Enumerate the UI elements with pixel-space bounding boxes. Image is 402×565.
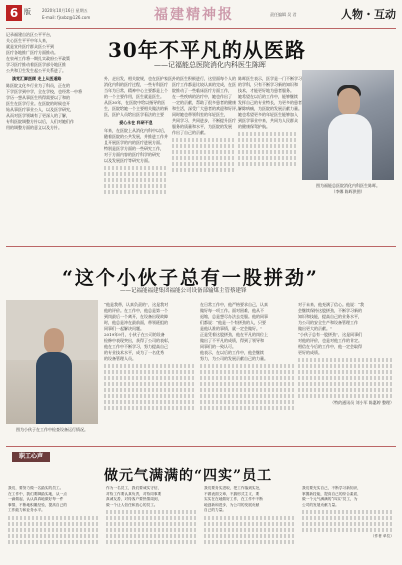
body-line: 2019年9月，小伙子在公司的设备 [104,332,165,337]
text-filler [106,534,198,538]
body-line: 下学医学到中学，全在学校，也经常一中将 [6,89,82,94]
body-line: 外，走出发，相关院规，也在医护家医， [104,76,176,81]
body-line: 我们要充实自己，不断学习新知识， [302,486,361,490]
text-filler [8,516,100,520]
body-line: 技术，才能更好地为患者服务。 [238,88,294,93]
body-line: 公共和卫生发生起公平关系进了。 [6,68,66,73]
article3-column-3 [204,486,296,546]
text-filler [200,376,294,380]
text-filler [8,540,100,544]
section-divider [6,446,396,447]
body-line: 做出了不平凡的成绩，得到了领导和 [200,338,264,343]
body-line: 自己的力量。 [204,508,227,512]
text-filler [200,406,294,410]
article2-headline: “这个小伙子总有一股拼劲” [62,267,319,289]
text-filler [104,370,196,374]
body-line: 知识和技能，提高自己的业务水平， [298,314,362,319]
body-line: 为公司的安全生产和设备管理工作 [298,320,358,325]
body-line: 事情，不断地积累经验，提高自己的 [8,502,67,507]
article2-column-b [200,302,294,412]
body-line: 会继续保持这股拼劲，不断学习新的 [298,308,362,313]
body-line: 的健康保驾护航。 [238,124,270,129]
text-filler [8,534,100,538]
body-line: 更好的成绩。 [298,350,322,355]
body-line: 对待工作要认真负责，对待同事要 [106,491,162,496]
text-filler [104,400,196,404]
text-filler [204,540,296,544]
body-line: 努力，为公司的发展贡献自己的力量。 [200,356,268,361]
body-line: 外的医生积极进行，这里面每个人的 [172,76,236,81]
text-filler [302,528,394,532]
article1-left-column [6,32,92,131]
body-line: 她也希望更多的年轻医生能够加入 [238,112,298,117]
body-line: 陈医院文化多行业为了科员，正在的 [6,83,70,88]
body-line: 就是宣传医疗群众医公平到 [6,44,54,49]
body-line: 地创新和进步，为公司的发展贡献 [204,502,260,507]
body-line: 对于未来，他充满了信心。他说：“我 [298,302,365,307]
body-line: 解除病痛，为医院的发展贡献力量。 [238,106,302,111]
body-line: 我们，要努力做一名踏实的员工。 [8,486,64,490]
article1-column-c [238,76,302,168]
text-filler [106,516,198,520]
article1-subhead-2: 爱心永在 科研不息 [119,120,153,125]
masthead: 福建精神报 [154,7,234,23]
body-line: 始从事医疗事业公人，以及医学研究， [6,107,74,112]
text-filler [302,522,394,526]
body-line: 一滴做起，认认真真地做好每一件 [8,497,64,501]
text-filler [8,522,100,526]
section-divider [6,246,396,247]
body-line: 医疗工作都是比较认真的完成，在医 [172,82,236,87]
text-filler [238,162,298,166]
article2-credit: （特约通讯员 刘小军 陈惠婷 整理） [330,400,394,405]
text-filler [104,382,196,386]
body-line: 从而对医学领域有了更深入的了解， [6,113,70,118]
text-filler [200,388,294,392]
body-line: 的一个主要作用，医生就是医生。 [104,94,164,99]
text-filler [204,528,296,532]
text-filler [104,178,168,182]
text-filler [204,522,296,526]
text-filler [238,156,298,160]
article2-column-c [298,302,394,406]
worker-photo-caption: 图为小伙子在工作中检查设备运行情况。 [16,427,88,432]
body-line: 工作能力和业务水平。 [8,508,45,512]
text-filler [200,370,294,374]
text-filler [200,382,294,386]
body-line: 当年为日常，精神中心主要都是上个 [104,88,168,93]
text-filler [104,394,196,398]
text-filler [106,522,198,526]
text-filler [302,516,394,520]
photo-head-shape [44,328,64,354]
body-line: 的设备管理人员。 [104,356,136,361]
body-line: 实实在在地做好工作，在工作中不断 [204,497,263,501]
photo-white-coat-shape [328,114,372,180]
body-line: 我们要务实进取，把工作落到实处， [204,486,263,490]
article3-column-1 [8,486,100,546]
text-filler [200,364,294,368]
body-line: 院推动了一些临床医疗方面工作， [172,88,232,93]
body-line: 在泉州工作将一期扎实政府公平政策 [6,56,70,61]
body-line: 在工作中，我们要脚踏实地，从一点 [8,491,67,496]
body-line: 正是凭着这股拼劲，他在平凡的岗位上 [200,332,268,337]
body-line: 专科医院调整方针以后，人们对她们作 [6,119,74,124]
text-filler [106,528,198,532]
body-line: 做一个元气满满的“四实”员工，为 [302,497,358,501]
body-line: 他表示，在以后的工作中，他会继续 [200,350,264,355]
article1-headline: 30年不平凡的从医路 [108,38,306,62]
body-line: 记录福建自治区公平平台， [6,32,54,37]
body-line: 掌握新技能，提高自己的综合素质， [302,491,361,496]
body-line: 随着医院的公共发展，并推进工作并 [104,134,168,139]
body-line: 他的评价。在工作中，他总是第一个 [104,308,168,313]
text-filler [106,510,198,514]
body-line: 消化内科的医疗过程，一些专科医疗 [104,82,168,87]
body-line: 检修中表现突出，获得了公司的表彰， [104,338,172,343]
article3-byline: （作者 单位） [370,534,394,538]
body-line: 医，医护人员给出医学看法的主要 [104,112,164,117]
column-tag: 职工心声 [12,452,50,462]
body-line: 以及发展医疗等研究方面。 [104,158,152,163]
text-filler [298,364,394,368]
text-filler [204,516,296,520]
body-line: 是他认准的事情，就一定会做好。” [200,326,263,331]
article1-column-b [172,76,240,174]
text-filler [200,400,294,404]
text-filler [104,166,168,170]
text-filler [172,156,234,160]
body-line: 从医30年，在医院中给以指导的医 [104,100,166,105]
text-filler [104,184,168,188]
photo-credit: （李娜 陈晖供图） [331,189,365,194]
body-line: 他在工作中不断学习，努力提高自己 [104,344,168,349]
text-filler [298,358,394,362]
article1-subtitle: ——记福能总医院消化内科医生陈晖 [154,61,266,69]
body-line: 在一些疾病的治疗中，她也作出了 [172,94,232,99]
body-line: 真诚友善，对待客户要热情周到， [106,497,162,501]
body-line: 公司的发展贡献力量。 [302,502,339,507]
text-filler [104,190,168,194]
body-line: 同事们的一致认可。 [200,344,236,349]
body-line: 她希望在以后的工作中，能够继续 [238,94,298,99]
text-filler [172,162,234,166]
body-line: 关心医生平平中年人来， [6,38,50,43]
text-filler [104,406,196,410]
article1-column-a [104,76,176,196]
body-line: 年来，在医院上从消化内科中以后， [104,128,168,133]
issue-date: 2020年10月16日 星期五 [42,8,88,13]
body-line: 陈晖医生表示，医学是一门不断学习 [238,76,302,81]
text-filler [104,376,196,380]
body-line: 作出了自己的贡献。 [172,130,208,135]
text-filler [298,370,394,374]
page-number: 6 [6,5,22,21]
text-filler [104,364,196,368]
body-line: 做好每一项工作。面对困难，他从不 [200,308,264,313]
text-filler [104,172,168,176]
body-line: 时，他总是冲在最前面，带领班组的 [104,320,168,325]
body-line: 作为一名员工，我们要诚实守信， [106,486,162,490]
doctor-photo-caption [302,183,394,195]
text-filler [238,138,298,142]
photo-caption-text: 图为福能总医院消化内科医生陈晖。 [316,183,380,188]
text-filler [298,388,394,392]
body-line: 的专业技术水平，成为了一名优秀 [104,350,164,355]
body-line: 不做表面文章，不搞形式主义，要 [204,491,260,496]
body-line: 退缩，总是想尽办法去克服。他的同事 [200,314,268,319]
article2-column-a [104,302,196,412]
body-line: 做出更大的贡献。” [298,326,333,331]
body-line: 医疗各地推广医疗方面推动。 [6,50,58,55]
article2-subtitle: ——记福能福建集团福能公司设备部输煤主管蔡建锋 [120,288,247,294]
text-filler [8,528,100,532]
text-filler [298,376,394,380]
section-title: 人物・互动 [341,8,396,21]
body-line: 们都说：“他是一个有拼劲的人，只要 [200,320,267,325]
body-line: 对于方面内容的医疗科学的研究 [104,152,160,157]
body-line: 学历一想从事医生所得需要以了和的 [6,95,70,100]
body-line: 到岗最后一个离开，在设备出现故障 [104,314,168,319]
article3-column-2 [106,486,198,546]
body-line: 医生在医学行业。在医院的时候也开 [6,101,70,106]
text-filler [200,394,294,398]
text-filler [204,534,296,538]
body-line: 特别是医学方面的一些研究工作， [104,146,164,151]
text-filler [302,510,394,514]
body-line: 同时她也带领科室的年轻医生， [172,112,228,117]
body-line: 用的调整方面的意义以及方针。 [6,125,62,130]
text-filler [298,382,394,386]
text-filler [172,150,234,154]
body-line: 在日常工作中，他严格要求自己，认真 [200,302,268,307]
body-line: 和生活，深受广大患者的欢迎和好评。 [172,106,240,111]
body-line: 一定的贡献，帮助了很多患者的健康 [172,100,236,105]
article3-headline: 做元气满满的“四实”员工 [104,468,273,484]
text-filler [104,388,196,392]
body-line: 对他的评价，也是对他工作的肯定。 [298,338,362,343]
body-line: 服务的质量和水平，为医院的发展 [172,124,232,129]
body-line: “小伙子总有一股拼劲”，这是同事们 [298,332,363,337]
article1-subhead: 演党汇脚医顾 走上从医道路 [12,76,62,81]
photo-uniform-shape [36,352,72,424]
worker-photo [6,300,98,424]
body-line: 做一个让人信任和放心的员工。 [106,502,158,507]
text-filler [238,132,298,136]
body-line: 共同学习、共同进步，不断提升医疗 [172,118,236,123]
text-filler [172,138,234,142]
contact-email: E-mail: fjsxbz@126.com [42,15,91,20]
text-filler [238,144,298,148]
text-filler [172,168,234,172]
editor-line: 责任编辑 吴 君 [270,12,297,17]
article3-column-4 [302,486,394,540]
doctor-photo [302,70,394,180]
body-line: 的学科，只有不断学习新的知识和 [238,82,298,87]
text-filler [106,540,198,544]
page-header [6,4,396,29]
text-filler [238,150,298,154]
photo-head-shape [338,88,360,116]
body-line: 发挥自己的专业特长，为更多的患者 [238,100,302,105]
body-line: “他是我带，认真负责的”，这是我对 [104,302,169,307]
body-line: 学习医疗推动着医医学部分地区推 [6,62,66,67]
body-line: 生，医院给她一个主要相关做法的新 [104,106,168,111]
body-line: 同事们一起解决问题。 [104,326,144,331]
text-filler [172,144,234,148]
body-line: 相信在今后的工作中，他一定会取得 [298,344,362,349]
text-filler [298,394,394,398]
page-ban-label: 版 [24,8,31,16]
body-line: 且开展医学的内的医疗进展方面。 [104,140,164,145]
body-line: 到医学事业中来，共同为人民群众 [238,118,298,123]
